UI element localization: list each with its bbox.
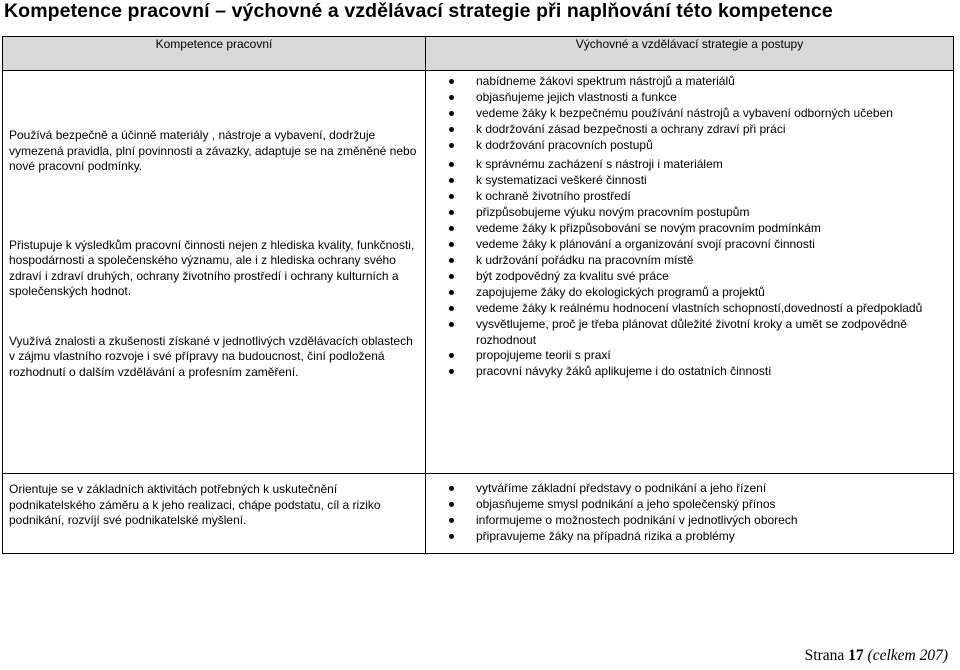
strategies-cell (426, 71, 954, 474)
list-item: přizpůsobujeme výuku novým pracovním postupům (449, 205, 953, 221)
table-header-row (3, 37, 954, 71)
list-item: k udržování pořádku na pracovním místě (449, 253, 953, 269)
list-item: být zodpovědný za kvalitu své práce (449, 269, 953, 285)
list-item: vedeme žáky k bezpečnému používání nástrojů a vybavení odborných učeben (449, 106, 953, 122)
list-item: k systematizaci veškeré činnosti (449, 173, 953, 189)
list-item: vedeme žáky k reálnému hodnocení vlastních schopností,dovedností a předpokladů (449, 301, 953, 317)
competence-text: Používá bezpečně a účinně materiály , nástroje a vybavení, dodržuje vymezená pravidla, plní povinnosti a závazky, adaptuje se na změněné nebo nové pracovní podmínky. (9, 128, 417, 173)
strategy-list (426, 74, 953, 154)
strategy-list (426, 157, 953, 301)
list-item: k dodržování zásad bezpečnosti a ochrany zdraví při práci (449, 122, 953, 138)
table-row (3, 71, 954, 474)
competence-text: Využívá znalosti a zkušenosti získané v jednotlivých vzdělávacích oblastech v zájmu vlastního rozvoje i své přípravy na budoucnost, činí podložená rozhodnutí o dalším vzdělávání a profesním zaměření. (9, 333, 413, 379)
list-item: informujeme o možnostech podnikání v jednotlivých oborech (449, 513, 953, 529)
footer-total: (celkem 207) (867, 647, 948, 664)
competence-text: Přistupuje k výsledkům pracovní činnosti nejen z hlediska kvality, funkčnosti, hospodárnosti a společenského významu, ale i z hlediska ochrany svého zdraví i zdraví druhých, ochrany životního prostředí i ochrany kulturních a společenských hodnot. (9, 237, 415, 298)
strategies-cell (426, 474, 954, 554)
list-item: objasňujeme smysl podnikání a jeho společenský přínos (449, 497, 953, 513)
list-item: k ochraně životního prostředí (449, 189, 953, 205)
header-strategies: Výchovné a vzdělávací strategie a postupy (426, 37, 954, 71)
list-item: vedeme žáky k plánování a organizování svojí pracovní činnosti (449, 237, 953, 253)
list-item: propojujeme teorii s praxí (449, 348, 953, 364)
table-row (3, 474, 954, 554)
footer-prefix: Strana (804, 647, 845, 664)
list-item: k dodržování pracovních postupů (449, 138, 953, 154)
strategy-list (426, 301, 953, 380)
list-item: objasňujeme jejich vlastnosti a funkce (449, 90, 953, 106)
list-item: k správnému zacházení s nástroji i materiálem (449, 157, 953, 173)
page-footer (805, 647, 948, 665)
competence-table (2, 36, 954, 554)
competence-cell (3, 474, 426, 554)
list-item: připravujeme žáky na případná rizika a problémy (449, 529, 953, 545)
footer-page-number: 17 (848, 647, 864, 664)
list-item: zapojujeme žáky do ekologických programů a projektů (449, 285, 953, 301)
strategy-list (426, 481, 953, 545)
header-competence: Kompetence pracovní (3, 37, 426, 71)
competence-cell (3, 71, 426, 474)
list-item: nabídneme žákovi spektrum nástrojů a materiálů (449, 74, 953, 90)
list-item: vedeme žáky k přizpůsobování se novým pracovním podmínkám (449, 221, 953, 237)
list-item: vytváříme základní představy o podnikání a jeho řízení (449, 481, 953, 497)
page-title: Kompetence pracovní – výchovné a vzdělávací strategie při naplňování této kompetence (4, 0, 833, 22)
list-item: vysvětlujeme, proč je třeba plánovat důležité životní kroky a umět se zodpovědně rozhodnout (449, 317, 953, 348)
competence-text: Orientuje se v základních aktivitách potřebných k uskutečnění podnikatelského záměru a k jeho realizaci, chápe podstatu, cíl a riziko podnikání, rozvíjí své podnikatelské myšlení. (9, 482, 381, 527)
list-item: pracovní návyky žáků aplikujeme i do ostatních činností (449, 364, 953, 380)
